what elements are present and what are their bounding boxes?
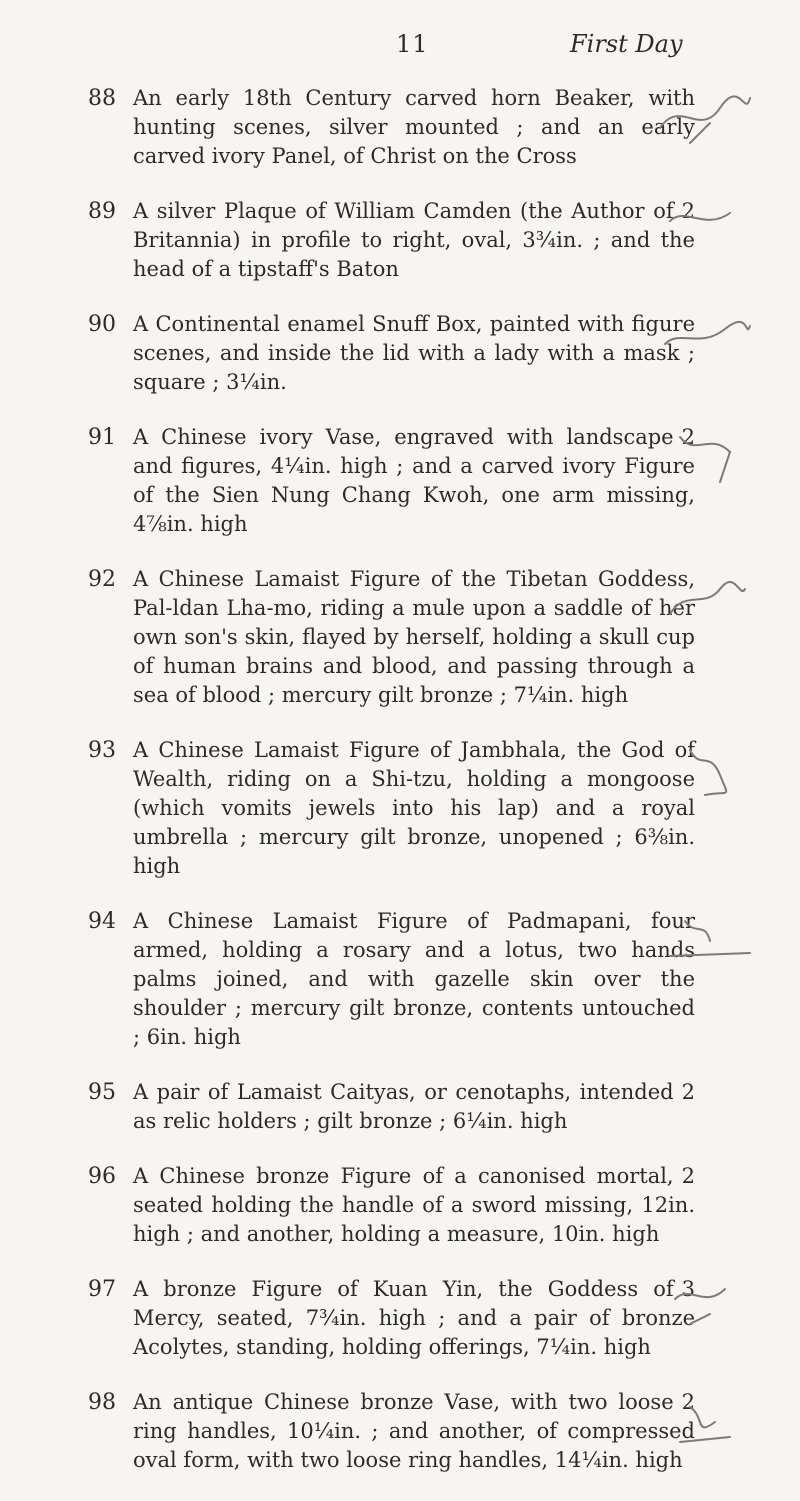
lot-number: 91 <box>88 425 116 450</box>
lot-description: A Chinese ivory Vase, engraved with landscape and figures, 4¼in. high ; and a carved ivory Figure of the Sien Nung Chang Kwoh, one arm missing, 4⅞in. high <box>133 425 695 536</box>
lot-number: 95 <box>88 1080 116 1105</box>
lot-description-block <box>133 423 695 539</box>
lot-description-block <box>133 84 695 171</box>
lot-entry <box>0 736 800 881</box>
page-header <box>0 30 800 60</box>
lot-quantity: 2 <box>681 1080 695 1104</box>
lot-description-block <box>133 310 695 397</box>
lot-quantity: 2 <box>681 425 695 449</box>
lot-entry <box>0 565 800 710</box>
lot-number: 97 <box>88 1277 116 1302</box>
lot-number: 98 <box>88 1390 116 1415</box>
lot-number: 89 <box>88 199 116 224</box>
page-number: 11 <box>396 30 429 58</box>
lot-description-block <box>133 1275 695 1362</box>
lot-quantity: 2 <box>681 1390 695 1414</box>
lot-description: A Chinese Lamaist Figure of the Tibetan Goddess, Pal-ldan Lha-mo, riding a mule upon a saddle of her own son's skin, flayed by herself, holding a skull cup of human brains and blood, and passing through a sea of blood ; mercury gilt bronze ; 7¼in. high <box>133 567 695 707</box>
lot-number: 88 <box>88 86 116 111</box>
lot-entry <box>0 310 800 397</box>
lot-entry <box>0 1275 800 1362</box>
lot-description-block <box>133 565 695 710</box>
lot-description-block <box>133 1162 695 1249</box>
lot-description-block <box>133 1388 695 1475</box>
lot-number: 90 <box>88 312 116 337</box>
lot-description: A silver Plaque of William Camden (the Author of Britannia) in profile to right, oval, 3¾in. ; and the head of a tipstaff's Baton <box>133 199 695 281</box>
lot-entry <box>0 423 800 539</box>
lot-entry <box>0 1078 800 1136</box>
lot-description-block <box>133 197 695 284</box>
lot-quantity: 3 <box>681 1277 695 1301</box>
lot-description: A pair of Lamaist Caityas, or cenotaphs, intended as relic holders ; gilt bronze ; 6¼in. high <box>133 1080 674 1133</box>
lot-description-block <box>133 1078 695 1136</box>
lot-number: 94 <box>88 909 116 934</box>
lot-description: An early 18th Century carved horn Beaker, with hunting scenes, silver mounted ; and an early carved ivory Panel, of Christ on the Cross <box>133 86 695 168</box>
lot-description: A bronze Figure of Kuan Yin, the Goddess of Mercy, seated, 7¾in. high ; and a pair of bronze Acolytes, standing, holding offerings, 7¼in. high <box>133 1277 695 1359</box>
lot-description: A Continental enamel Snuff Box, painted with figure scenes, and inside the lid with a lady with a mask ; square ; 3¼in. <box>133 312 695 394</box>
lot-entry <box>0 197 800 284</box>
lot-entry <box>0 1162 800 1249</box>
lot-number: 96 <box>88 1164 116 1189</box>
lot-entry <box>0 1388 800 1475</box>
lot-quantity: 2 <box>681 1164 695 1188</box>
lot-quantity: 2 <box>681 199 695 223</box>
lot-description: A Chinese Lamaist Figure of Padmapani, four armed, holding a rosary and a lotus, two hands palms joined, and with gazelle skin over the shoulder ; mercury gilt bronze, contents untouched ; 6in. high <box>133 909 695 1049</box>
lot-number: 92 <box>88 567 116 592</box>
lot-description: A Chinese bronze Figure of a canonised mortal, seated holding the handle of a sword missing, 12in. high ; and another, holding a measure, 10in. high <box>133 1164 695 1246</box>
lot-description-block <box>133 907 695 1052</box>
lot-number: 93 <box>88 738 116 763</box>
lot-list <box>0 84 800 1501</box>
lot-description: An antique Chinese bronze Vase, with two loose ring handles, 10¼in. ; and another, of compressed oval form, with two loose ring handles, 14¼in. high <box>133 1390 695 1472</box>
lot-entry <box>0 907 800 1052</box>
lot-description-block <box>133 736 695 881</box>
lot-entry <box>0 84 800 171</box>
lot-description: A Chinese Lamaist Figure of Jambhala, the God of Wealth, riding on a Shi-tzu, holding a mongoose (which vomits jewels into his lap) and a royal umbrella ; mercury gilt bronze, unopened ; 6⅜in. high <box>133 738 695 878</box>
day-label: First Day <box>570 30 683 58</box>
